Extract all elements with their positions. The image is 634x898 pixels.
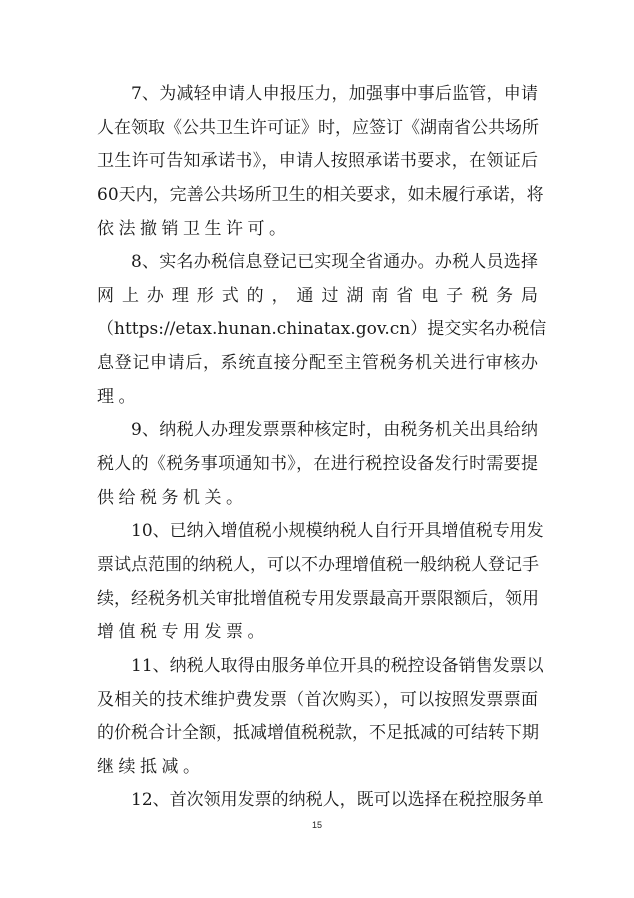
paragraph xyxy=(97,246,547,414)
text-line: 8、实名办税信息登记已实现全省通办。办税人员选择 xyxy=(131,252,538,273)
page-number: 15 xyxy=(311,820,322,830)
text-line: 票试点范围的纳税人，可以不办理增值税一般纳税人登记手 xyxy=(97,554,539,575)
paragraph xyxy=(97,414,538,515)
text-line: （https://etax.hunan.chinatax.gov.cn）提交实名办税信 xyxy=(97,319,547,340)
text-line: 依法撤销卫生许可。 xyxy=(97,218,291,239)
text-line: 网上办理形式的，通过湖南省电子税务局 xyxy=(97,285,538,306)
text-line: 供给税务机关。 xyxy=(97,487,248,508)
text-line: 10、已纳入增值税小规模纳税人自行开具增值税专用发 xyxy=(131,521,544,542)
text-line: 增值税专用发票。 xyxy=(97,622,269,643)
paragraph xyxy=(97,515,544,650)
text-line: 税人的《税务事项通知书》，在进行税控设备发行时需要提 xyxy=(97,454,538,475)
text-line: 继续抵减。 xyxy=(97,756,205,777)
text-line: 人在领取《公共卫生许可证》时，应签订《湖南省公共场所 xyxy=(97,117,539,138)
paragraph xyxy=(97,784,544,818)
text-line: 续，经税务机关审批增值税专用发票最高开票限额后，领用 xyxy=(97,588,539,609)
text-line: 的价税合计全额，抵减增值税税款，不足抵减的可结转下期 xyxy=(97,723,539,744)
text-line: 60天内，完善公共场所卫生的相关要求，如未履行承诺，将 xyxy=(97,184,544,205)
document-body xyxy=(97,78,547,818)
text-line: 卫生许可告知承诺书》，申请人按照承诺书要求，在领证后 xyxy=(97,151,538,172)
paragraph xyxy=(97,650,544,785)
paragraph xyxy=(97,78,544,246)
text-line: 息登记申请后，系统直接分配至主管税务机关进行审核办 xyxy=(97,353,538,374)
text-line: 7、为减轻申请人申报压力，加强事中事后监管，申请 xyxy=(131,84,538,104)
text-line: 12、首次领用发票的纳税人，既可以选择在税控服务单 xyxy=(131,790,544,811)
text-line: 及相关的技术维护费发票（首次购买），可以按照发票票面 xyxy=(97,689,538,710)
text-line: 9、纳税人办理发票票种核定时，由税务机关出具给纳 xyxy=(131,420,538,441)
text-line: 理。 xyxy=(97,386,140,407)
text-line: 11、纳税人取得由服务单位开具的税控设备销售发票以 xyxy=(131,655,544,676)
